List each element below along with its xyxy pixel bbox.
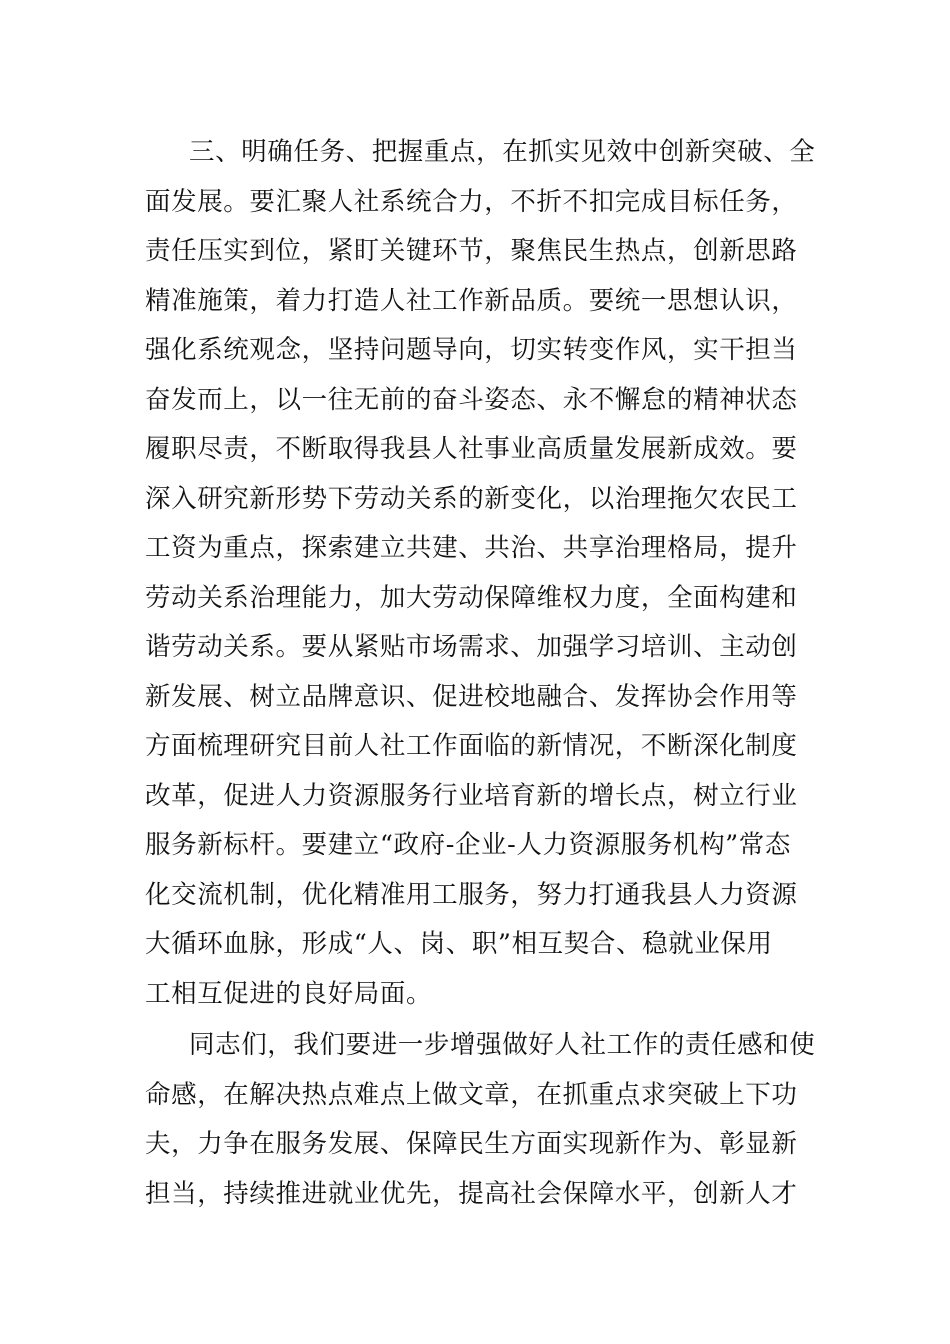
text-line: 劳动关系治理能力，加大劳动保障维权力度，全面构建和 [145, 582, 798, 613]
text-line: 夫，力争在服务发展、保障民生方面实现新作为、彰显新 [145, 1129, 798, 1159]
text-line: 谐劳动关系。要从紧贴市场需求、加强学习培训、主动创 [145, 632, 798, 662]
text-line: 履职尽责，不断取得我县人社事业高质量发展新成效。要 [145, 434, 798, 464]
text-line: 同志们，我们要进一步增强做好人社工作的责任感和使 [189, 1030, 816, 1060]
text-line: 改革，促进人力资源服务行业培育新的增长点，树立行业 [145, 780, 798, 811]
text-line: 化交流机制，优化精准用工服务，努力打通我县人力资源 [145, 879, 798, 910]
text-line: 工资为重点，探索建立共建、共治、共享治理格局，提升 [145, 533, 798, 563]
text-line: 责任压实到位，紧盯关键环节，聚焦民生热点，创新思路 [145, 236, 798, 266]
text-line: 强化系统观念，坚持问题导向，切实转变作风，实干担当 [145, 335, 798, 365]
text-line: 大循环血脉，形成“人、岗、职”相互契合、稳就业保用 [145, 929, 773, 959]
text-line: 方面梳理研究目前人社工作面临的新情况，不断深化制度 [145, 731, 798, 761]
text-line: 命感，在解决热点难点上做文章，在抓重点求突破上下功 [145, 1079, 798, 1110]
paragraph-section-three [145, 128, 816, 1019]
text-line: 担当，持续推进就业优先，提高社会保障水平，创新人才 [145, 1178, 798, 1209]
text-line: 三、明确任务、把握重点，在抓实见效中创新突破、全 [189, 137, 816, 167]
paragraph-closing [145, 1021, 816, 1219]
text-line: 工相互促进的良好局面。 [145, 978, 433, 1009]
text-line: 新发展、树立品牌意识、促进校地融合、发挥协会作用等 [145, 681, 798, 712]
text-line: 精准施策，着力打造人社工作新品质。要统一思想认识， [145, 285, 798, 316]
text-line: 奋发而上，以一往无前的奋斗姿态、永不懈怠的精神状态 [145, 384, 798, 415]
text-line: 深入研究新形势下劳动关系的新变化，以治理拖欠农民工 [145, 483, 798, 514]
text-line: 服务新标杆。要建立“政府-企业-人力资源服务机构”常态 [145, 830, 792, 860]
text-line: 面发展。要汇聚人社系统合力，不折不扣完成目标任务， [145, 186, 798, 217]
